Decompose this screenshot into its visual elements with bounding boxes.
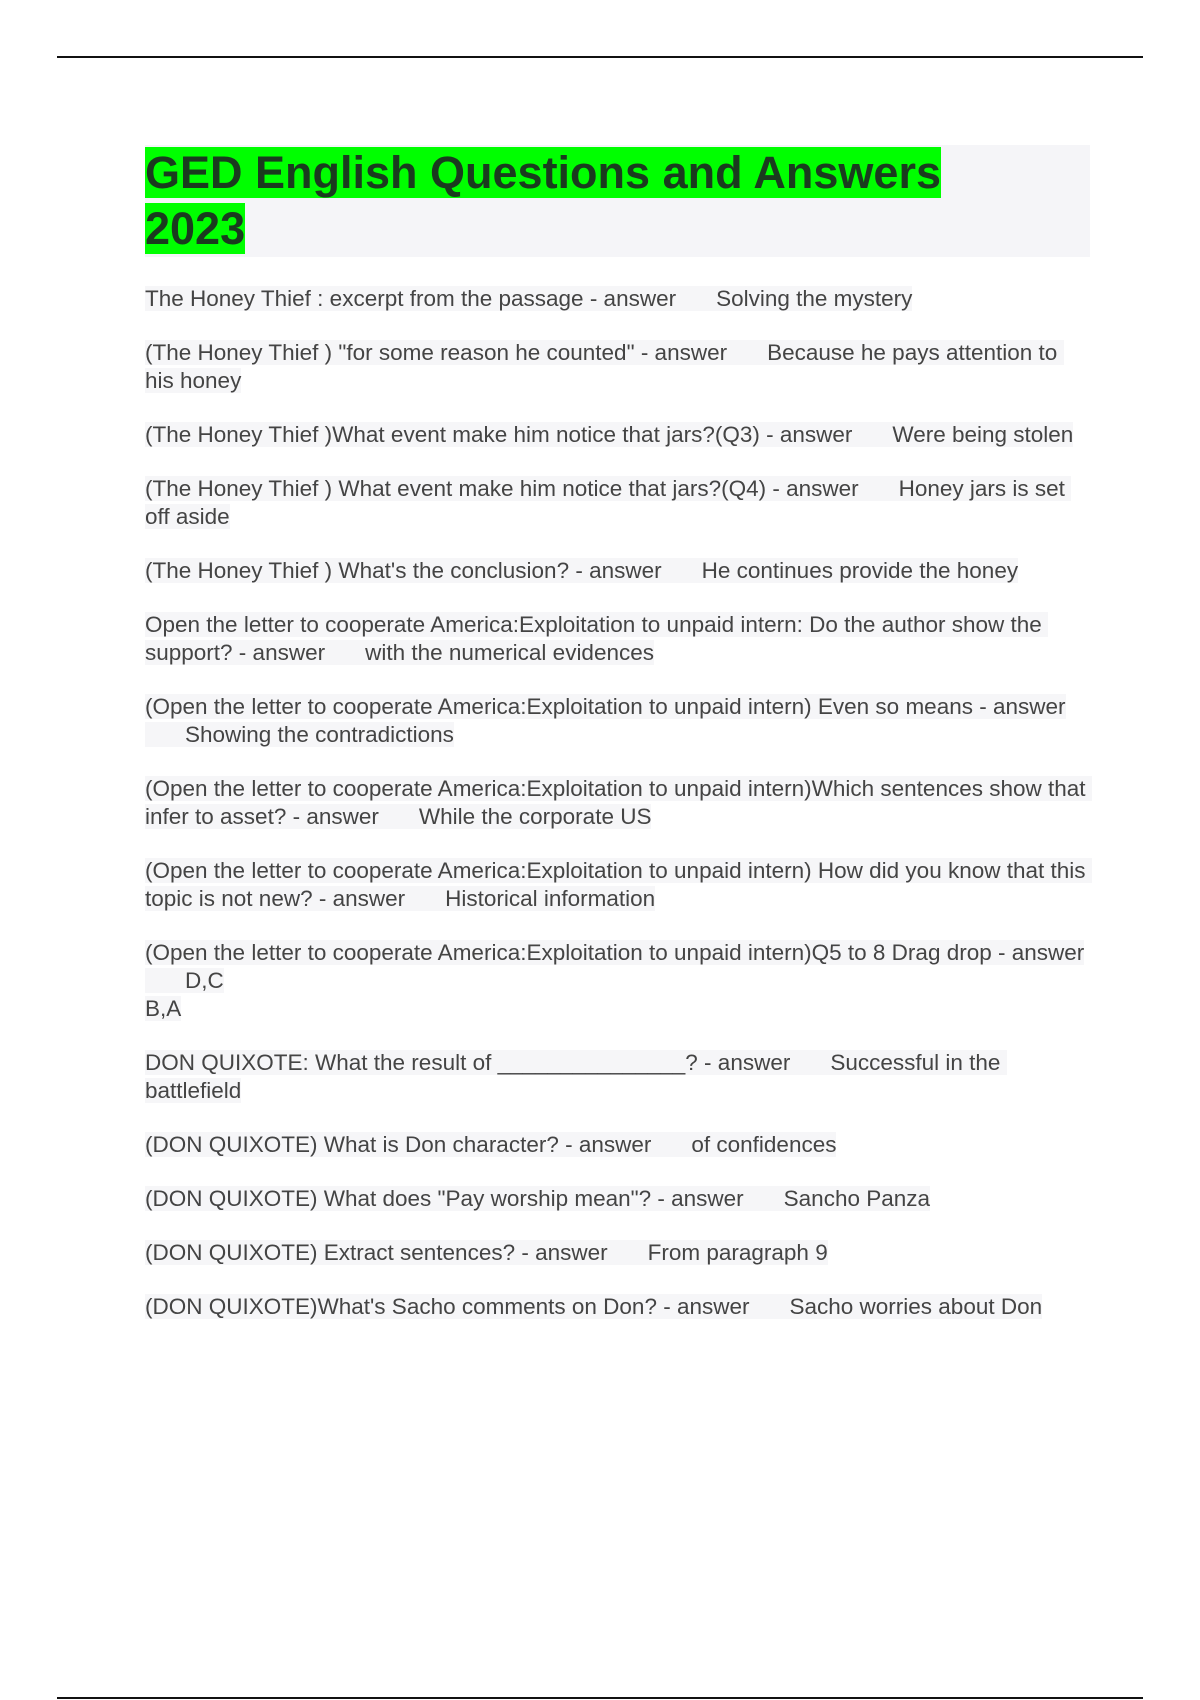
answer-text: From paragraph 9 bbox=[647, 1240, 828, 1265]
qa-text bbox=[145, 558, 1018, 583]
qa-text bbox=[145, 1186, 930, 1211]
question-text: (DON QUIXOTE) Extract sentences? - answer bbox=[145, 1240, 608, 1265]
qa-item bbox=[145, 1131, 1090, 1159]
qa-text bbox=[145, 858, 1092, 911]
qa-text bbox=[145, 1294, 1042, 1319]
qa-text bbox=[145, 340, 1064, 393]
answer-text: with the numerical evidences bbox=[365, 640, 654, 665]
question-text: (The Honey Thief ) What's the conclusion? - answer bbox=[145, 558, 662, 583]
question-text: (The Honey Thief ) "for some reason he counted" - answer bbox=[145, 340, 728, 365]
document-body bbox=[145, 145, 1090, 1347]
answer-text: Sancho Panza bbox=[783, 1186, 931, 1211]
qa-text bbox=[145, 1132, 836, 1157]
answer-text: While the corporate US bbox=[418, 804, 652, 829]
qa-text bbox=[145, 776, 1092, 829]
qa-item bbox=[145, 611, 1090, 667]
qa-item bbox=[145, 557, 1090, 585]
question-text: The Honey Thief : excerpt from the passage - answer bbox=[145, 286, 677, 311]
qa-item bbox=[145, 339, 1090, 395]
qa-item bbox=[145, 285, 1090, 313]
qa-item bbox=[145, 939, 1090, 1023]
qa-item bbox=[145, 475, 1090, 531]
answer-text: Historical information bbox=[445, 886, 656, 911]
header-rule bbox=[57, 56, 1143, 58]
qa-item bbox=[145, 421, 1090, 449]
qa-item bbox=[145, 857, 1090, 913]
question-text: (Open the letter to cooperate America:Exploitation to unpaid intern)Which sentences show that infer to asset? - answer bbox=[145, 776, 1092, 829]
question-text: (The Honey Thief )What event make him notice that jars?(Q3) - answer bbox=[145, 422, 853, 447]
footer-rule bbox=[57, 1697, 1143, 1699]
qa-text bbox=[145, 422, 1073, 447]
answer-text: Honey jars is set off aside bbox=[145, 476, 1072, 529]
question-text: (Open the letter to cooperate America:Exploitation to unpaid intern)Q5 to 8 Drag drop - answer bbox=[145, 940, 1085, 965]
question-text: Open the letter to cooperate America:Exploitation to unpaid intern: Do the author show the support? - answer bbox=[145, 612, 1049, 665]
qa-list bbox=[145, 285, 1090, 1321]
answer-text: Sacho worries about Don bbox=[789, 1294, 1043, 1319]
qa-text bbox=[145, 1050, 1007, 1103]
qa-text bbox=[145, 286, 912, 311]
qa-text bbox=[145, 694, 1066, 747]
question-text: (Open the letter to cooperate America:Exploitation to unpaid intern) Even so means - answer bbox=[145, 694, 1066, 719]
qa-item bbox=[145, 1293, 1090, 1321]
title-highlight: GED English Questions and Answers 2023 bbox=[145, 147, 941, 254]
answer-text: Solving the mystery bbox=[716, 286, 913, 311]
qa-item bbox=[145, 1049, 1090, 1105]
qa-item bbox=[145, 1185, 1090, 1213]
question-text: (DON QUIXOTE) What does "Pay worship mean"? - answer bbox=[145, 1186, 744, 1211]
question-text: DON QUIXOTE: What the result of _______________? - answer bbox=[145, 1050, 791, 1075]
question-text: (Open the letter to cooperate America:Exploitation to unpaid intern) How did you know that this topic is not new? - answer bbox=[145, 858, 1092, 911]
document-title bbox=[145, 145, 1015, 257]
qa-item bbox=[145, 1239, 1090, 1267]
qa-text bbox=[145, 612, 1048, 665]
qa-item bbox=[145, 693, 1090, 749]
answer-text: Were being stolen bbox=[892, 422, 1074, 447]
title-block bbox=[145, 145, 1090, 257]
question-text: (DON QUIXOTE)What's Sacho comments on Don? - answer bbox=[145, 1294, 750, 1319]
qa-text bbox=[145, 1240, 828, 1265]
answer-text: D,C B,A bbox=[145, 968, 224, 1021]
answer-text: He continues provide the honey bbox=[701, 558, 1019, 583]
qa-text bbox=[145, 940, 1084, 1021]
answer-text: Successful in the battlefield bbox=[145, 1050, 1007, 1103]
answer-text: of confidences bbox=[691, 1132, 837, 1157]
qa-item bbox=[145, 775, 1090, 831]
answer-text: Because he pays attention to his honey bbox=[145, 340, 1064, 393]
question-text: (The Honey Thief ) What event make him notice that jars?(Q4) - answer bbox=[145, 476, 859, 501]
answer-text: Showing the contradictions bbox=[185, 722, 454, 747]
question-text: (DON QUIXOTE) What is Don character? - answer bbox=[145, 1132, 652, 1157]
qa-text bbox=[145, 476, 1071, 529]
